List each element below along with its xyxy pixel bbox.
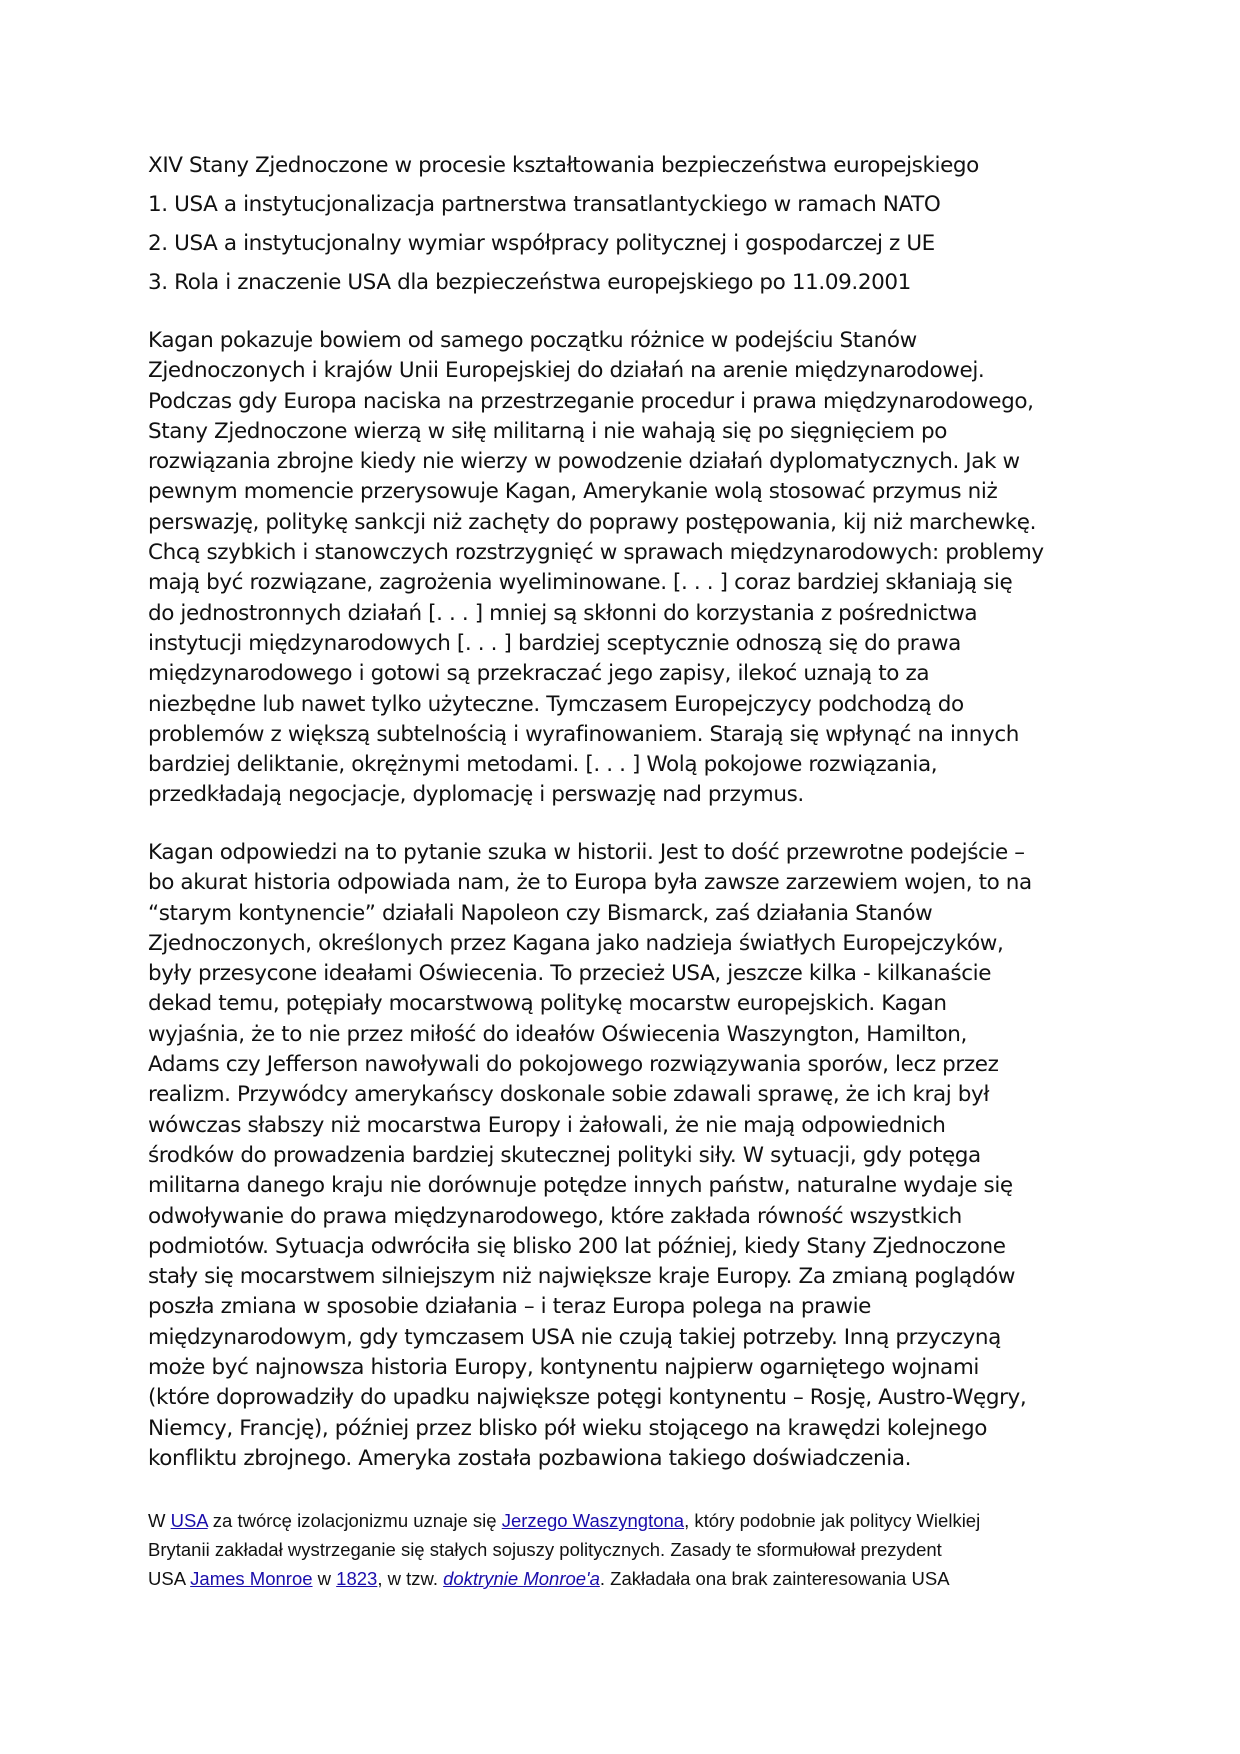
paragraph-line: Stany Zjednoczone wierzą w siłę militarną i nie wahają się po sięgnięciem po (148, 418, 947, 444)
paragraph-line: mają być rozwiązane, zagrożenia wyeliminowane. [. . . ] coraz bardziej skłaniają się (148, 570, 1013, 596)
excerpt-line-2: Brytanii zakładał wystrzeganie się stałych sojuszy politycznych. Zasady te sformułował prezydent (148, 1539, 942, 1560)
paragraph-line: Zjednoczonych, określonych przez Kagana jako nadzieja światłych Europejczyków, (148, 930, 1004, 956)
outline-item-2: 2. USA a instytucjonalny wymiar współpracy politycznej i gospodarczej z UE (148, 231, 935, 256)
paragraph-line: dekad temu, potępiały mocarstwową politykę mocarstw europejskich. Kagan (148, 991, 947, 1017)
paragraph-line: bo akurat historia odpowiada nam, że to Europa była zawsze zarzewiem wojen, to na (148, 870, 1032, 896)
link-jerzy-waszyngton[interactable]: Jerzego Waszyngtona (501, 1510, 685, 1531)
paragraph-line: przedkładają negocjacje, dyplomację i perswazję nad przymus. (148, 782, 804, 808)
excerpt-text: w (312, 1568, 337, 1589)
paragraph-line: wówczas słabszy niż mocarstwa Europy i żałowali, że nie mają odpowiednich (148, 1112, 946, 1138)
excerpt-text: . Zakładała ona brak zainteresowania USA (599, 1568, 950, 1589)
link-monroe-doctrine[interactable]: doktrynie Monroe'a (443, 1568, 600, 1589)
paragraph-line: instytucji międzynarodowych [. . . ] bardziej sceptycznie odnoszą się do prawa (148, 630, 961, 656)
paragraph-line: Kagan pokazuje bowiem od samego początku różnice w podejściu Stanów (148, 328, 917, 353)
paragraph-line: konfliktu zbrojnego. Ameryka została pozbawiona takiego doświadczenia. (148, 1445, 912, 1471)
paragraph-line: do jednostronnych działań [. . . ] mniej są skłonni do korzystania z pośrednictwa (148, 600, 978, 626)
paragraph-line: militarna danego kraju nie dorównuje potędze innych państw, naturalne wydaje się (148, 1173, 1013, 1199)
paragraph-line: perswazję, politykę sankcji niż zachęty do poprawy postępowania, kij niż marchewkę. (148, 509, 1037, 535)
paragraph-line: międzynarodowym, gdy tymczasem USA nie czują takiej potrzeby. Inną przyczyną (148, 1324, 1001, 1350)
paragraph-line: poszła zmiana w sposobie działania – i teraz Europa polega na prawie (148, 1294, 871, 1320)
excerpt-line-1 (148, 1506, 1108, 1535)
outline-item-3: 3. Rola i znaczenie USA dla bezpieczeństwa europejskiego po 11.09.2001 (148, 270, 911, 295)
paragraph-line: bardziej deliktanie, okrężnymi metodami. [. . . ] Wolą pokojowe rozwiązania, (148, 752, 938, 778)
paragraph-kagan-history (148, 838, 1108, 1474)
paragraph-line: pewnym momencie przerysowuje Kagan, Amerykanie wolą stosować przymus niż (148, 479, 998, 505)
link-1823[interactable]: 1823 (336, 1568, 378, 1589)
paragraph-line: problemów z większą subtelnością i wyrafinowaniem. Starają się wpłynąć na innych (148, 721, 1019, 747)
paragraph-line: Kagan odpowiedzi na to pytanie szuka w historii. Jest to dość przewrotne podejście – (148, 840, 1025, 865)
excerpt-text: , który podobnie jak politycy Wielkiej (684, 1510, 981, 1531)
outline-item-1: 1. USA a instytucjonalizacja partnerstwa transatlantyckiego w ramach NATO (148, 192, 941, 217)
excerpt-text: W (148, 1510, 171, 1531)
paragraph-line: Chcą szybkich i stanowczych rozstrzygnięć w sprawach międzynarodowych: problemy (148, 540, 1044, 566)
paragraph-line: wyjaśnia, że to nie przez miłość do ideałów Oświecenia Waszyngton, Hamilton, (148, 1021, 967, 1047)
paragraph-line: (które doprowadziły do upadku największe potęgi kontynentu – Rosję, Austro-Węgry, (148, 1385, 1027, 1411)
excerpt-line-3 (148, 1564, 1108, 1593)
paragraph-line: może być najnowsza historia Europy, kontynentu najpierw ogarniętego wojnami (148, 1355, 979, 1381)
excerpt-text: za twórcę izolacjonizmu uznaje się (207, 1510, 502, 1531)
paragraph-line: międzynarodowego i gotowi są przekraczać jego zapisy, ilekoć uznają to za (148, 661, 930, 687)
paragraph-line: podmiotów. Sytuacja odwróciła się blisko 200 lat później, kiedy Stany Zjednoczone (148, 1233, 1006, 1259)
paragraph-line: odwoływanie do prawa międzynarodowego, które zakłada równość wszystkich (148, 1203, 962, 1229)
paragraph-line: Niemcy, Francję), później przez blisko pół wieku stojącego na krawędzi kolejnego (148, 1415, 987, 1441)
paragraph-line: realizm. Przywódcy amerykańscy doskonale sobie zdawali sprawę, że ich kraj był (148, 1082, 990, 1108)
excerpt-text: USA (148, 1568, 191, 1589)
paragraph-kagan-differences (148, 326, 1108, 811)
outline-title: XIV Stany Zjednoczone w procesie kształtowania bezpieczeństwa europejskiego (148, 153, 979, 178)
paragraph-line: stały się mocarstwem silniejszym niż największe kraje Europy. Za zmianą poglądów (148, 1264, 1016, 1290)
topic-outline (148, 146, 1108, 302)
excerpt-text: , w tzw. (377, 1568, 444, 1589)
paragraph-line: “starym kontynencie” działali Napoleon czy Bismarck, zaś działania Stanów (148, 900, 933, 926)
link-james-monroe[interactable]: James Monroe (190, 1568, 313, 1589)
paragraph-line: Zjednoczonych i krajów Unii Europejskiej do działań na arenie międzynarodowej. (148, 358, 985, 384)
paragraph-line: Podczas gdy Europa naciska na przestrzeganie procedur i prawa międzynarodowego, (148, 388, 1034, 414)
link-usa[interactable]: USA (170, 1510, 208, 1531)
paragraph-line: niezbędne lub nawet tylko użyteczne. Tymczasem Europejczycy podchodzą do (148, 691, 964, 717)
isolationism-excerpt (148, 1506, 1108, 1593)
paragraph-line: były przesycone ideałami Oświecenia. To przecież USA, jeszcze kilka - kilkanaście (148, 961, 992, 987)
paragraph-line: środków do prowadzenia bardziej skutecznej polityki siły. W sytuacji, gdy potęga (148, 1142, 981, 1168)
paragraph-line: Adams czy Jefferson nawoływali do pokojowego rozwiązywania sporów, lecz przez (148, 1052, 999, 1078)
paragraph-line: rozwiązania zbrojne kiedy nie wierzy w powodzenie działań dyplomatycznych. Jak w (148, 449, 1020, 475)
